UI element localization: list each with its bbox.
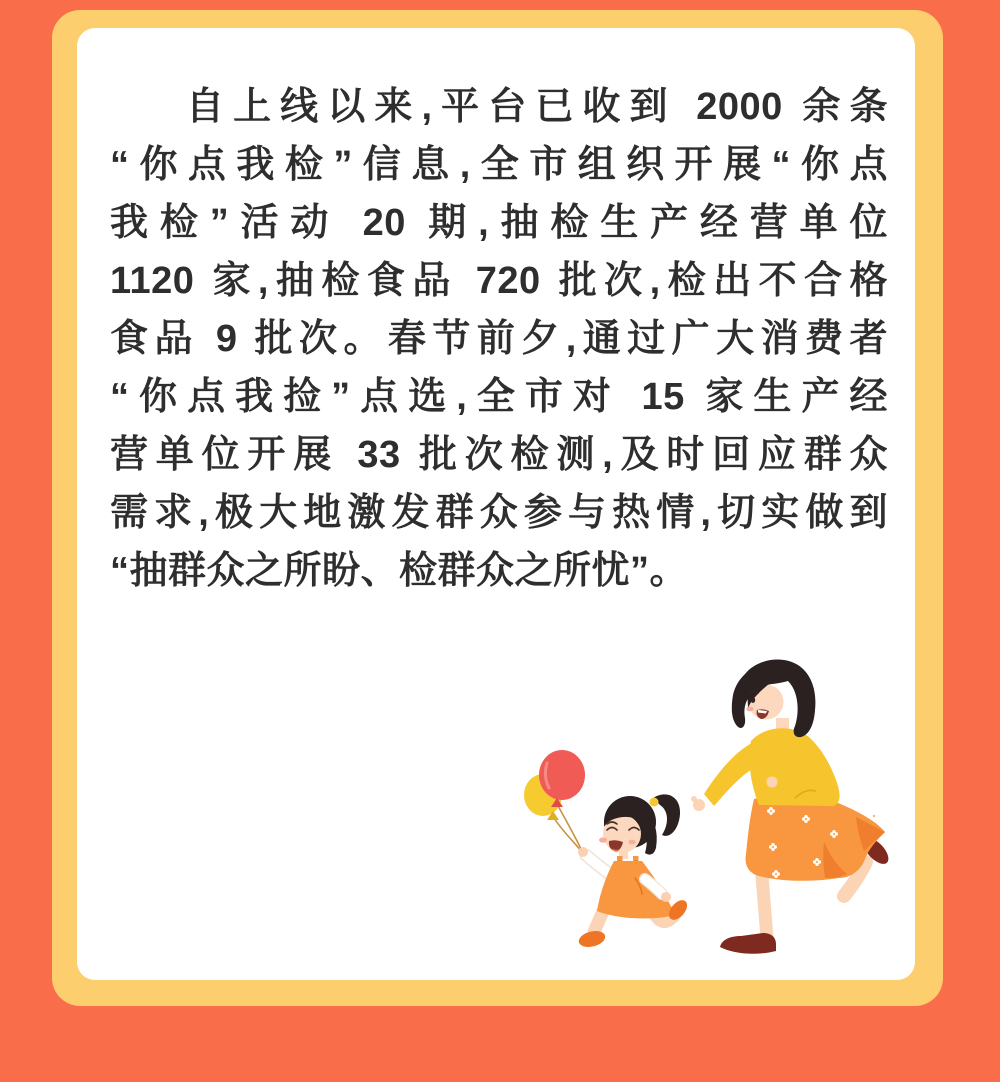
inner-frame [52, 10, 943, 1006]
mother [691, 659, 893, 953]
text-line: “你点我捡”点选,全市对 15 家生产经 [110, 376, 888, 418]
text-line: 食品 9 批次。春节前夕,通过广大消费者 [110, 318, 888, 360]
text-line: “抽群众之所盼、检群众之所忧”。 [110, 550, 689, 592]
article-text [110, 78, 888, 600]
text-line: 我检”活动 20 期,抽检生产经营单位 [110, 202, 888, 244]
girl [577, 794, 691, 949]
text-line: “你点我检”信息,全市组织开展“你点 [110, 144, 888, 186]
mother-daughter-illustration [495, 648, 905, 968]
text-line: 需求,极大地激发群众参与热情,切实做到 [110, 492, 888, 534]
text-line: 自上线以来,平台已收到 2000 余条 [186, 86, 888, 128]
text-line: 营单位开展 33 批次检测,及时回应群众 [110, 434, 888, 476]
content-card [77, 28, 915, 980]
text-line: 1120 家,抽检食品 720 批次,检出不合格 [110, 260, 888, 302]
balloons [524, 750, 585, 852]
